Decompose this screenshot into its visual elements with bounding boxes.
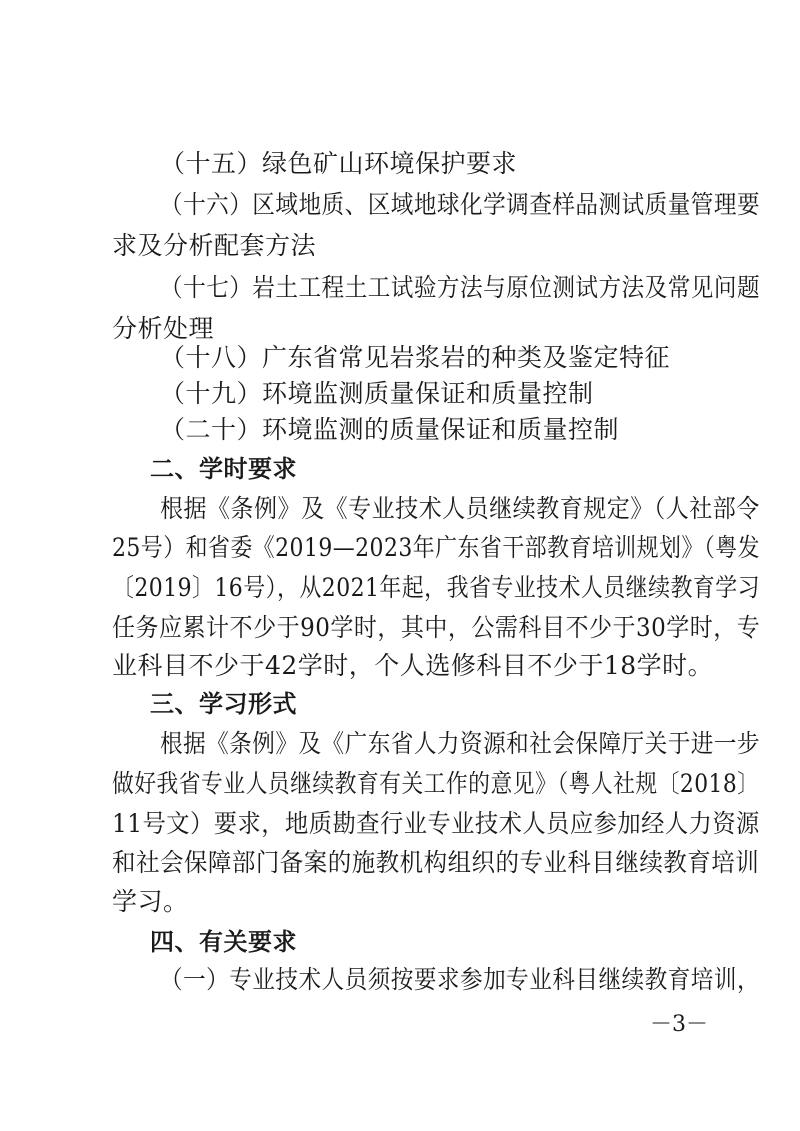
list-item-20: （二十）环境监测的质量保证和质量控制 xyxy=(160,415,620,444)
paragraph-line: 做好我省专业人员继续教育有关工作的意见》（粤人社规〔2018〕 xyxy=(112,769,760,798)
list-item-16-continuation: 求及分析配套方法 xyxy=(112,231,317,260)
paragraph-line: 学习。 xyxy=(112,887,189,916)
list-item-18: （十八）广东省常见岩浆岩的种类及鉴定特征 xyxy=(160,343,671,372)
paragraph-line: （一）专业技术人员须按要求参加专业科目继续教育培训， xyxy=(160,965,761,994)
paragraph-line: 根据《条例》及《广东省人力资源和社会保障厅关于进一步 xyxy=(160,729,761,758)
list-item-16: （十六）区域地质、区域地球化学调查样品测试质量管理要 xyxy=(160,190,761,219)
paragraph-line: 根据《条例》及《专业技术人员继续教育规定》（人社部令 xyxy=(160,494,760,523)
section-heading-study-form: 三、学习形式 xyxy=(150,690,297,718)
paragraph-line: 11号文）要求，地质勘查行业专业技术人员应参加经人力资源 xyxy=(112,809,760,838)
list-item-17-continuation: 分析处理 xyxy=(112,314,215,343)
list-item-19: （十九）环境监测质量保证和质量控制 xyxy=(160,379,594,408)
paragraph-line: 任务应累计不少于90学时，其中，公需科目不少于30学时，专 xyxy=(112,613,761,642)
page-number: －3－ xyxy=(650,1012,708,1037)
section-heading-study-hours: 二、学时要求 xyxy=(150,455,297,483)
list-item-15: （十五）绿色矿山环境保护要求 xyxy=(160,149,518,178)
paragraph-line: 和社会保障部门备案的施教机构组织的专业科目继续教育培训 xyxy=(112,848,760,877)
paragraph-line: 25号）和省委《2019—2023年广东省干部教育培训规划》（粤发 xyxy=(112,533,761,562)
paragraph-line: 业科目不少于42学时，个人选修科目不少于18学时。 xyxy=(112,651,714,680)
paragraph-line: 〔2019〕16号），从2021年起，我省专业技术人员继续教育学习 xyxy=(112,573,761,602)
list-item-17: （十七）岩土工程土工试验方法与原位测试方法及常见问题 xyxy=(160,273,761,302)
section-heading-requirements: 四、有关要求 xyxy=(150,928,297,956)
